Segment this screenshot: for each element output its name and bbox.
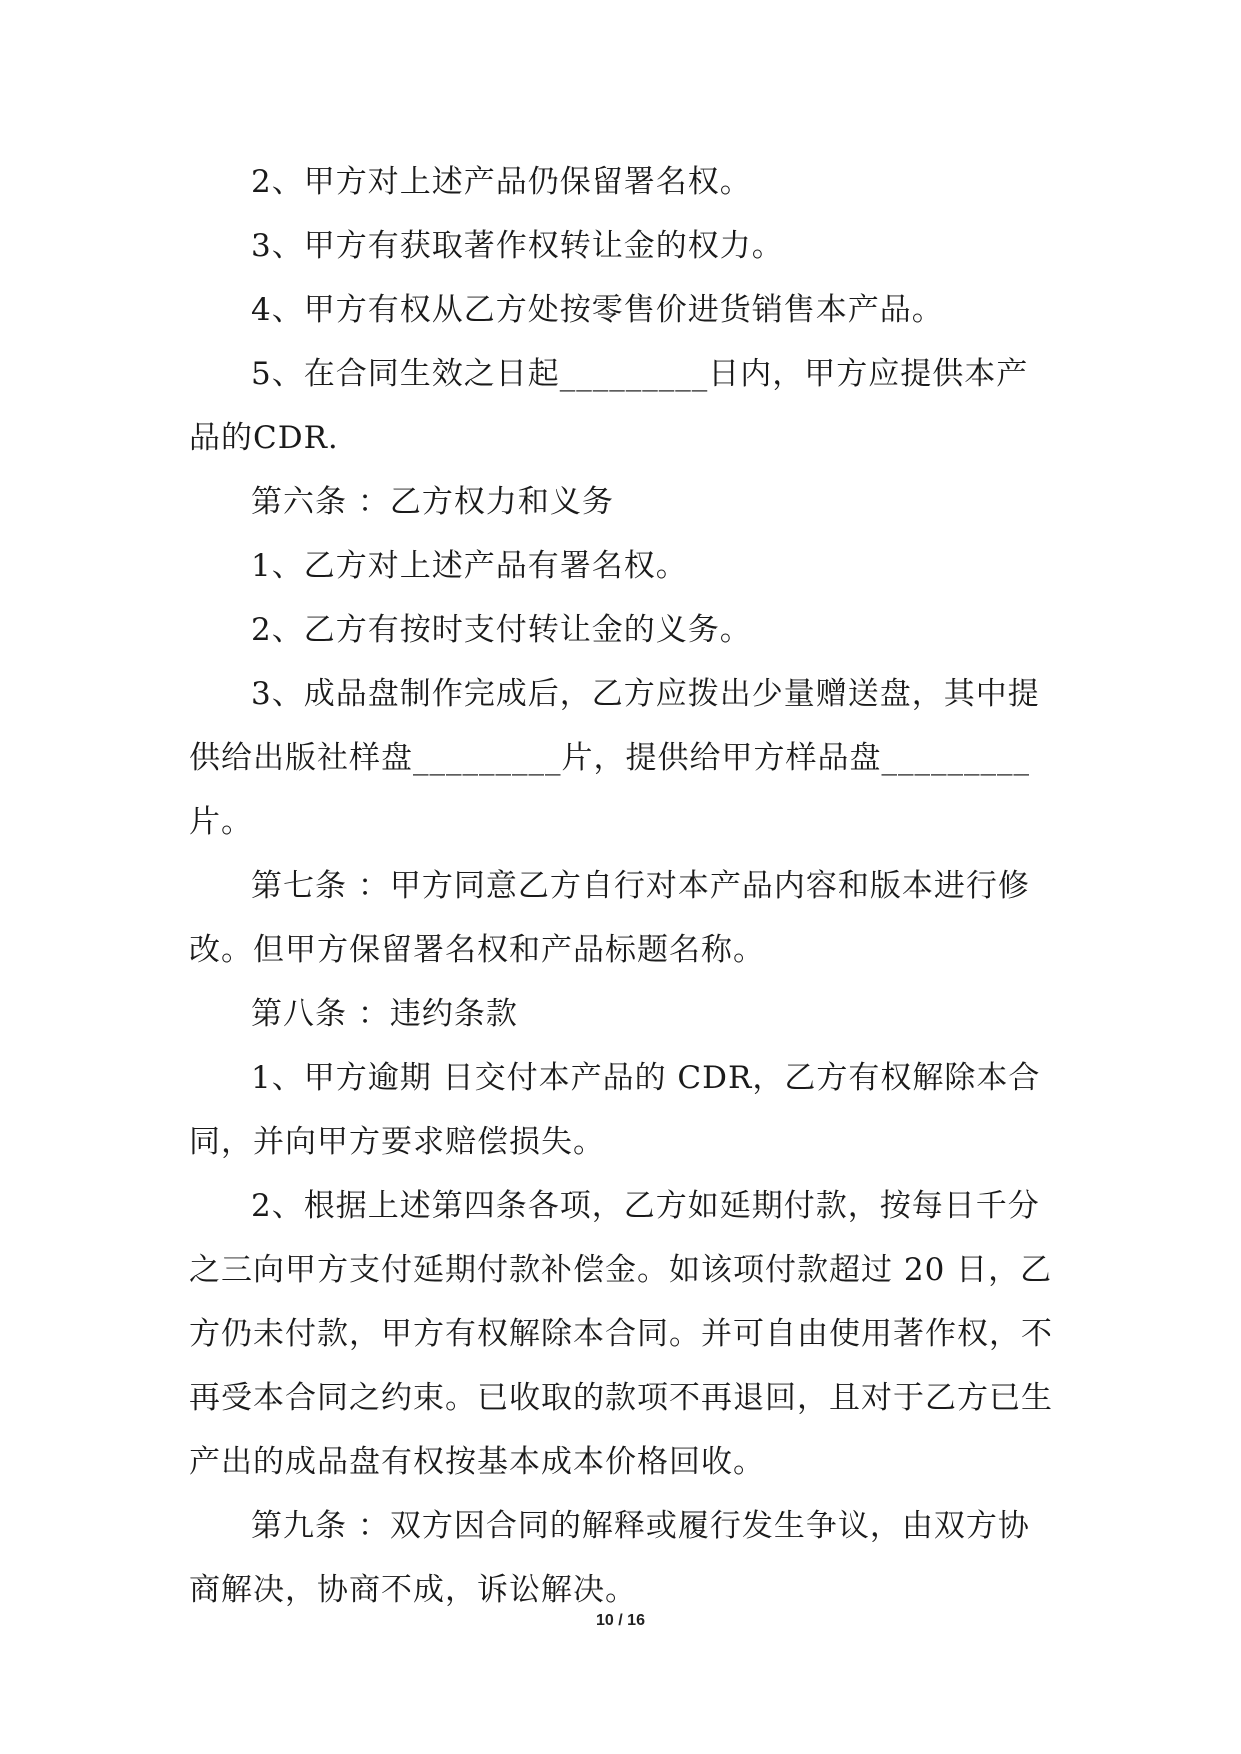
clause-6-item-1: 1、乙方对上述产品有署名权。	[251, 548, 688, 584]
document-body	[189, 150, 1055, 1622]
clause-8-item-1: 1、甲方逾期 日交付本产品的 CDR，乙方有权解除本合同，并向甲方要求赔偿损失。	[189, 1060, 1041, 1160]
page-number: 10 / 16	[596, 1612, 645, 1629]
clause-5-item-2: 2、甲方对上述产品仍保留署名权。	[251, 164, 752, 200]
clause-9: 第九条 ：双方因合同的解释或履行发生争议，由双方协商解决，协商不成，诉讼解决。	[189, 1508, 1030, 1608]
clause-8-item-2: 2、根据上述第四条各项，乙方如延期付款，按每日千分之三向甲方支付延期付款补偿金。如该项付款超过 20 日，乙方仍未付款，甲方有权解除本合同。并可自由使用著作权，不再受本合同之约束。已收取的款项不再退回，且对于乙方已生产出的成品盘有权按基本成本价格回收。	[189, 1188, 1053, 1480]
clause-8-heading: 第八条 ：违约条款	[251, 996, 518, 1032]
clause-5-item-3: 3、甲方有获取著作权转让金的权力。	[251, 228, 784, 264]
clause-5-item-4: 4、甲方有权从乙方处按零售价进货销售本产品。	[251, 292, 944, 328]
clause-7: 第七条 ：甲方同意乙方自行对本产品内容和版本进行修改。但甲方保留署名权和产品标题名称。	[189, 868, 1030, 968]
clause-6-item-2: 2、乙方有按时支付转让金的义务。	[251, 612, 752, 648]
clause-5-item-5: 5、在合同生效之日起_________日内，甲方应提供本产品的CDR.	[189, 356, 1029, 456]
clause-6-heading: 第六条 ：乙方权力和义务	[251, 484, 614, 520]
clause-6-item-3: 3、成品盘制作完成后，乙方应拨出少量赠送盘，其中提供给出版社样盘_________片，提供给甲方样品盘_________片。	[189, 676, 1040, 840]
